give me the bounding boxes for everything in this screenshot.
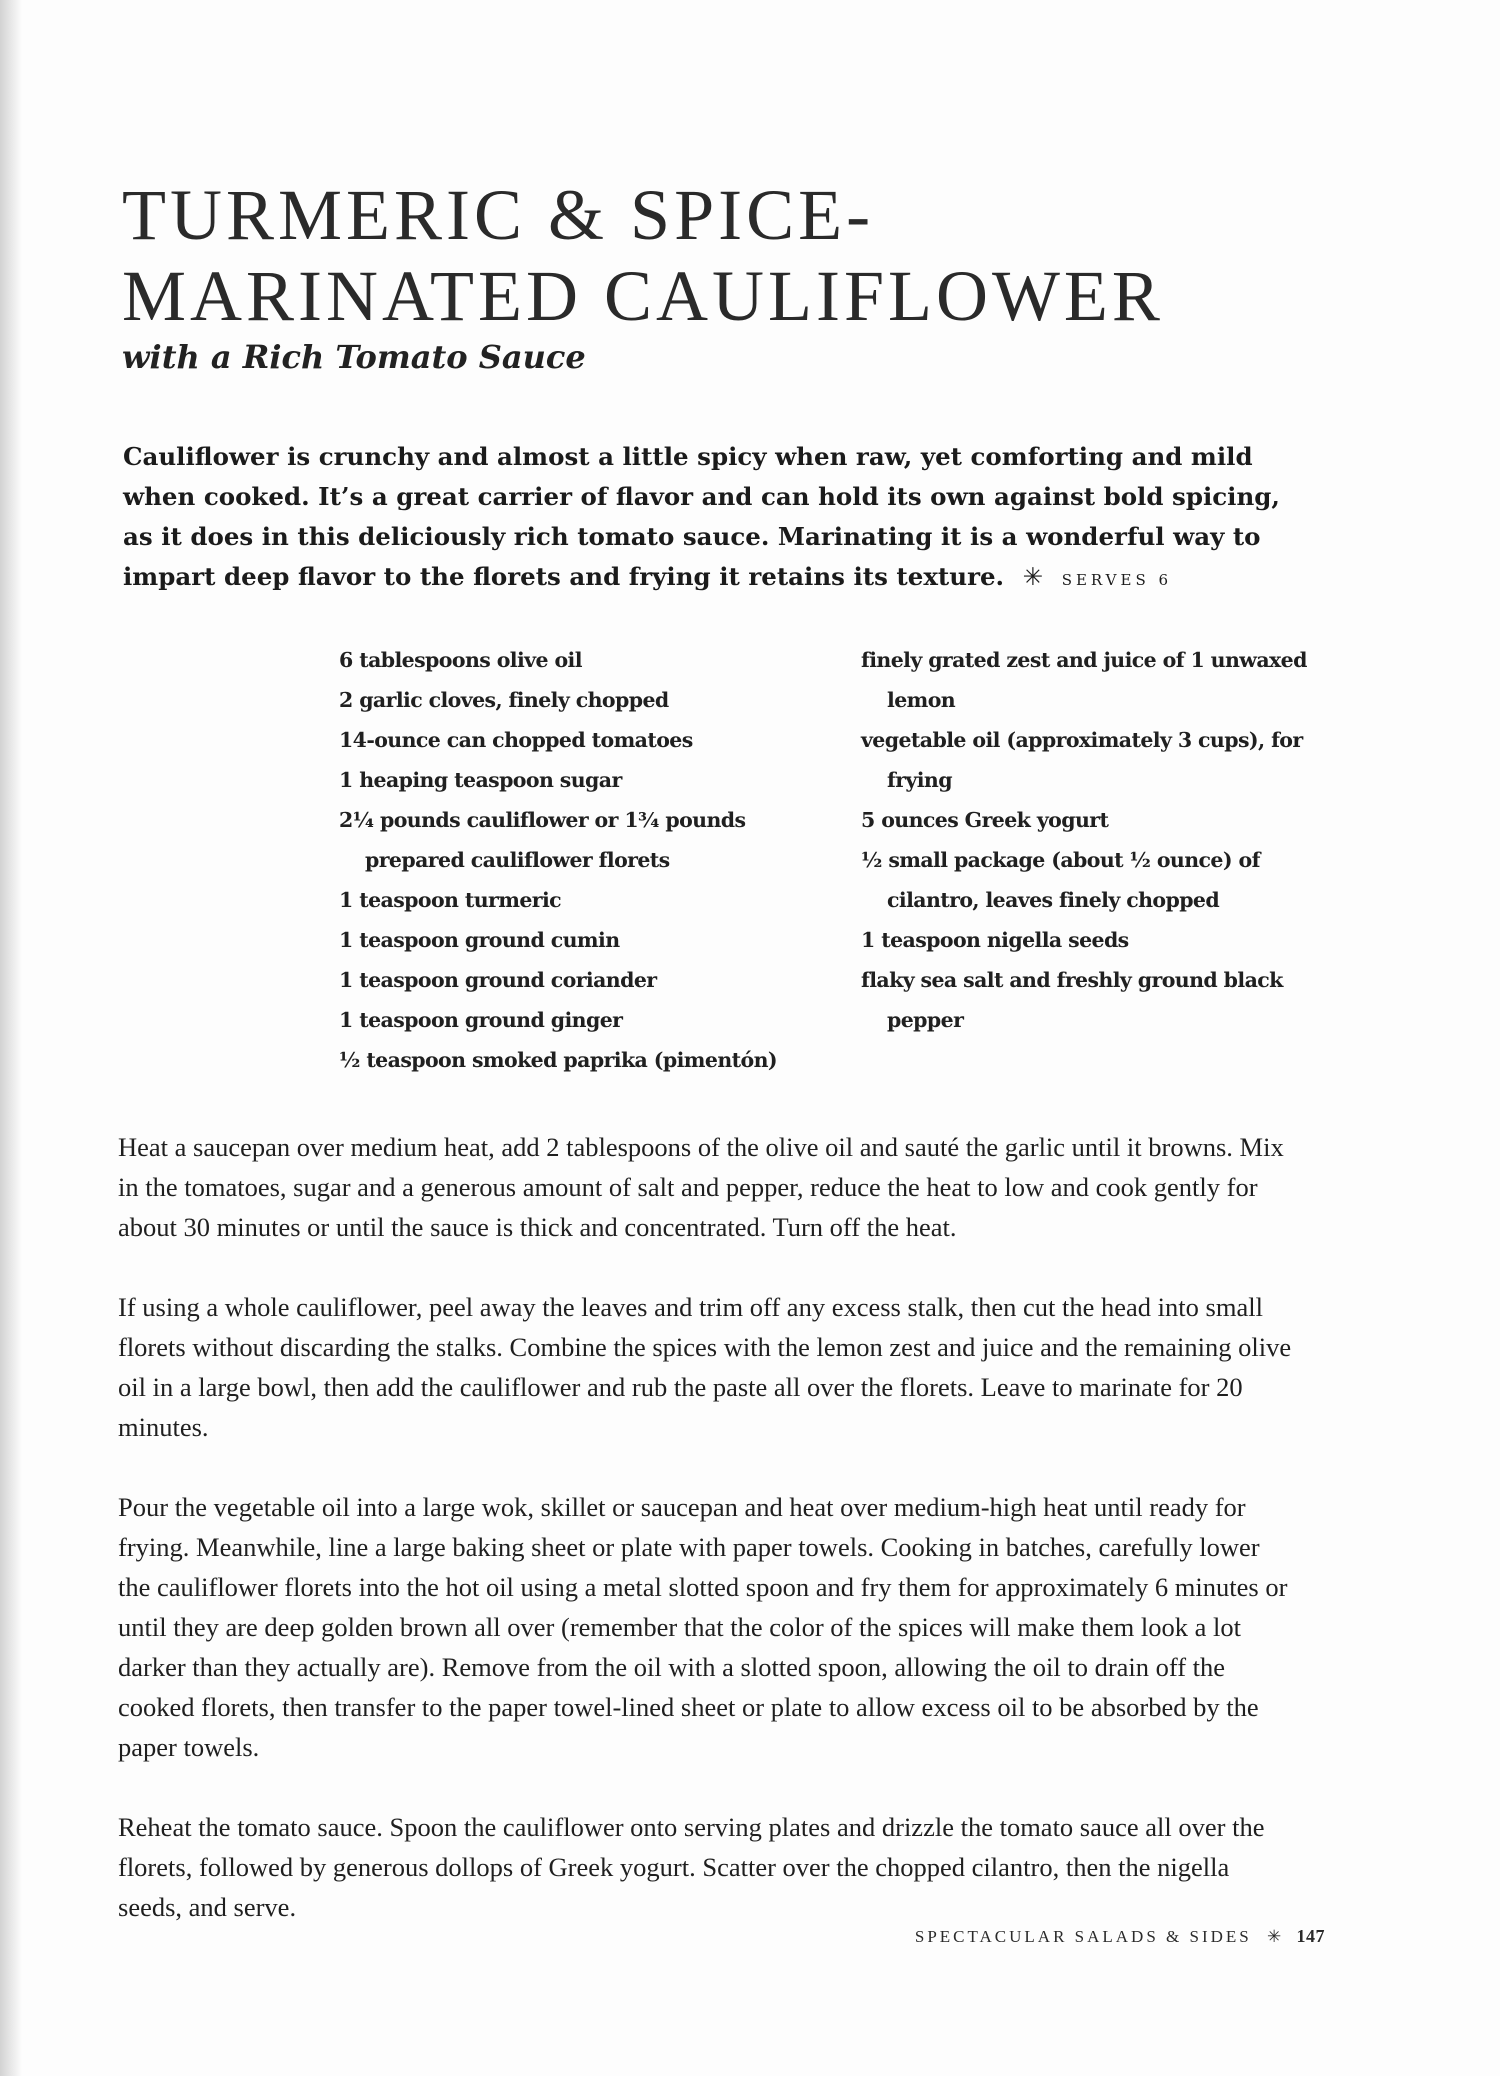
recipe-intro-text: Cauliflower is crunchy and almost a little spicy when raw, yet comforting and mild when cooked. It’s a great carrier of flavor and can hold its own against bold spicing, as it does in this deliciously rich tomato sauce. Marinating it is a wonderful way to impart deep flavor to the florets and frying it retains its texture. [123, 442, 1280, 591]
asterisk-icon: ✳ [1267, 1927, 1282, 1946]
asterisk-icon: ✳ [1022, 562, 1044, 591]
page-gutter-shadow [0, 0, 22, 2076]
recipe-title [122, 175, 1442, 337]
page-footer [915, 1926, 1325, 1947]
ingredient-item: 14-ounce can chopped tomatoes [339, 728, 693, 752]
method-step: If using a whole cauliflower, peel away the leaves and trim off any excess stalk, then cut the head into small florets without discarding the stalks. Combine the spices with the lemon zest and juice and the remaining olive oil in a large bowl, then add the cauliflower and rub the paste all over the florets. Leave to marinate for 20 minutes. [118, 1292, 1292, 1442]
ingredient-item: ½ teaspoon smoked paprika (pimentón) [339, 1048, 777, 1072]
footer-section-title: SPECTACULAR SALADS & SIDES [914, 1927, 1252, 1946]
ingredient-item: 2 garlic cloves, finely chopped [339, 688, 669, 712]
serves-label: SERVES 6 [1061, 571, 1173, 589]
method-step: Heat a saucepan over medium heat, add 2 tablespoons of the olive oil and sauté the garlic until it browns. Mix in the tomatoes, sugar and a generous amount of salt and pepper, reduce the heat to low and cook gently for about 30 minutes or until the sauce is thick and concentrated. Turn off the heat. [118, 1132, 1284, 1242]
ingredient-item: ½ small package (about ½ ounce) of cilantro, leaves finely chopped [861, 848, 1260, 912]
ingredient-item: 1 teaspoon ground coriander [339, 968, 657, 992]
ingredient-item: flaky sea salt and freshly ground black pepper [861, 968, 1283, 1032]
ingredient-item: 1 teaspoon turmeric [339, 888, 562, 912]
recipe-subtitle: with a Rich Tomato Sauce [122, 338, 586, 376]
ingredient-item: 1 teaspoon ground cumin [339, 928, 620, 952]
ingredient-item: 2¼ pounds cauliflower or 1¾ pounds prepared cauliflower florets [339, 808, 746, 872]
ingredient-item: 1 teaspoon ground ginger [339, 1008, 623, 1032]
ingredient-item: vegetable oil (approximately 3 cups), for frying [861, 728, 1303, 792]
recipe-intro [123, 437, 1303, 600]
page-number: 147 [1296, 1926, 1325, 1946]
ingredients-list-right [861, 640, 1341, 1040]
method-section [118, 1127, 1293, 1967]
recipe-title-line-1: TURMERIC & SPICE- [122, 175, 875, 255]
ingredients-list-left [339, 640, 779, 1080]
ingredient-item: 1 teaspoon nigella seeds [861, 928, 1129, 952]
ingredient-item: 5 ounces Greek yogurt [861, 808, 1109, 832]
ingredient-item: 1 heaping teaspoon sugar [339, 768, 622, 792]
ingredient-item: 6 tablespoons olive oil [339, 648, 582, 672]
method-step: Reheat the tomato sauce. Spoon the cauliflower onto serving plates and drizzle the tomato sauce all over the florets, followed by generous dollops of Greek yogurt. Scatter over the chopped cilantro, then the nigella seeds, and serve. [118, 1812, 1265, 1922]
recipe-title-line-2: MARINATED CAULIFLOWER [122, 256, 1164, 336]
ingredient-item: finely grated zest and juice of 1 unwaxed lemon [861, 648, 1307, 712]
method-step: Pour the vegetable oil into a large wok, skillet or saucepan and heat over medium-high heat until ready for frying. Meanwhile, line a large baking sheet or plate with paper towels. Cooking in batches, carefully lower the cauliflower florets into the hot oil using a metal slotted spoon and fry them for approximately 6 minutes or until they are deep golden brown all over (remember that the color of the spices will make them look a lot darker than they actually are). Remove from the oil with a slotted spoon, allowing the oil to drain off the cooked florets, then transfer to the paper towel-lined sheet or plate to allow excess oil to be absorbed by the paper towels. [118, 1492, 1288, 1762]
